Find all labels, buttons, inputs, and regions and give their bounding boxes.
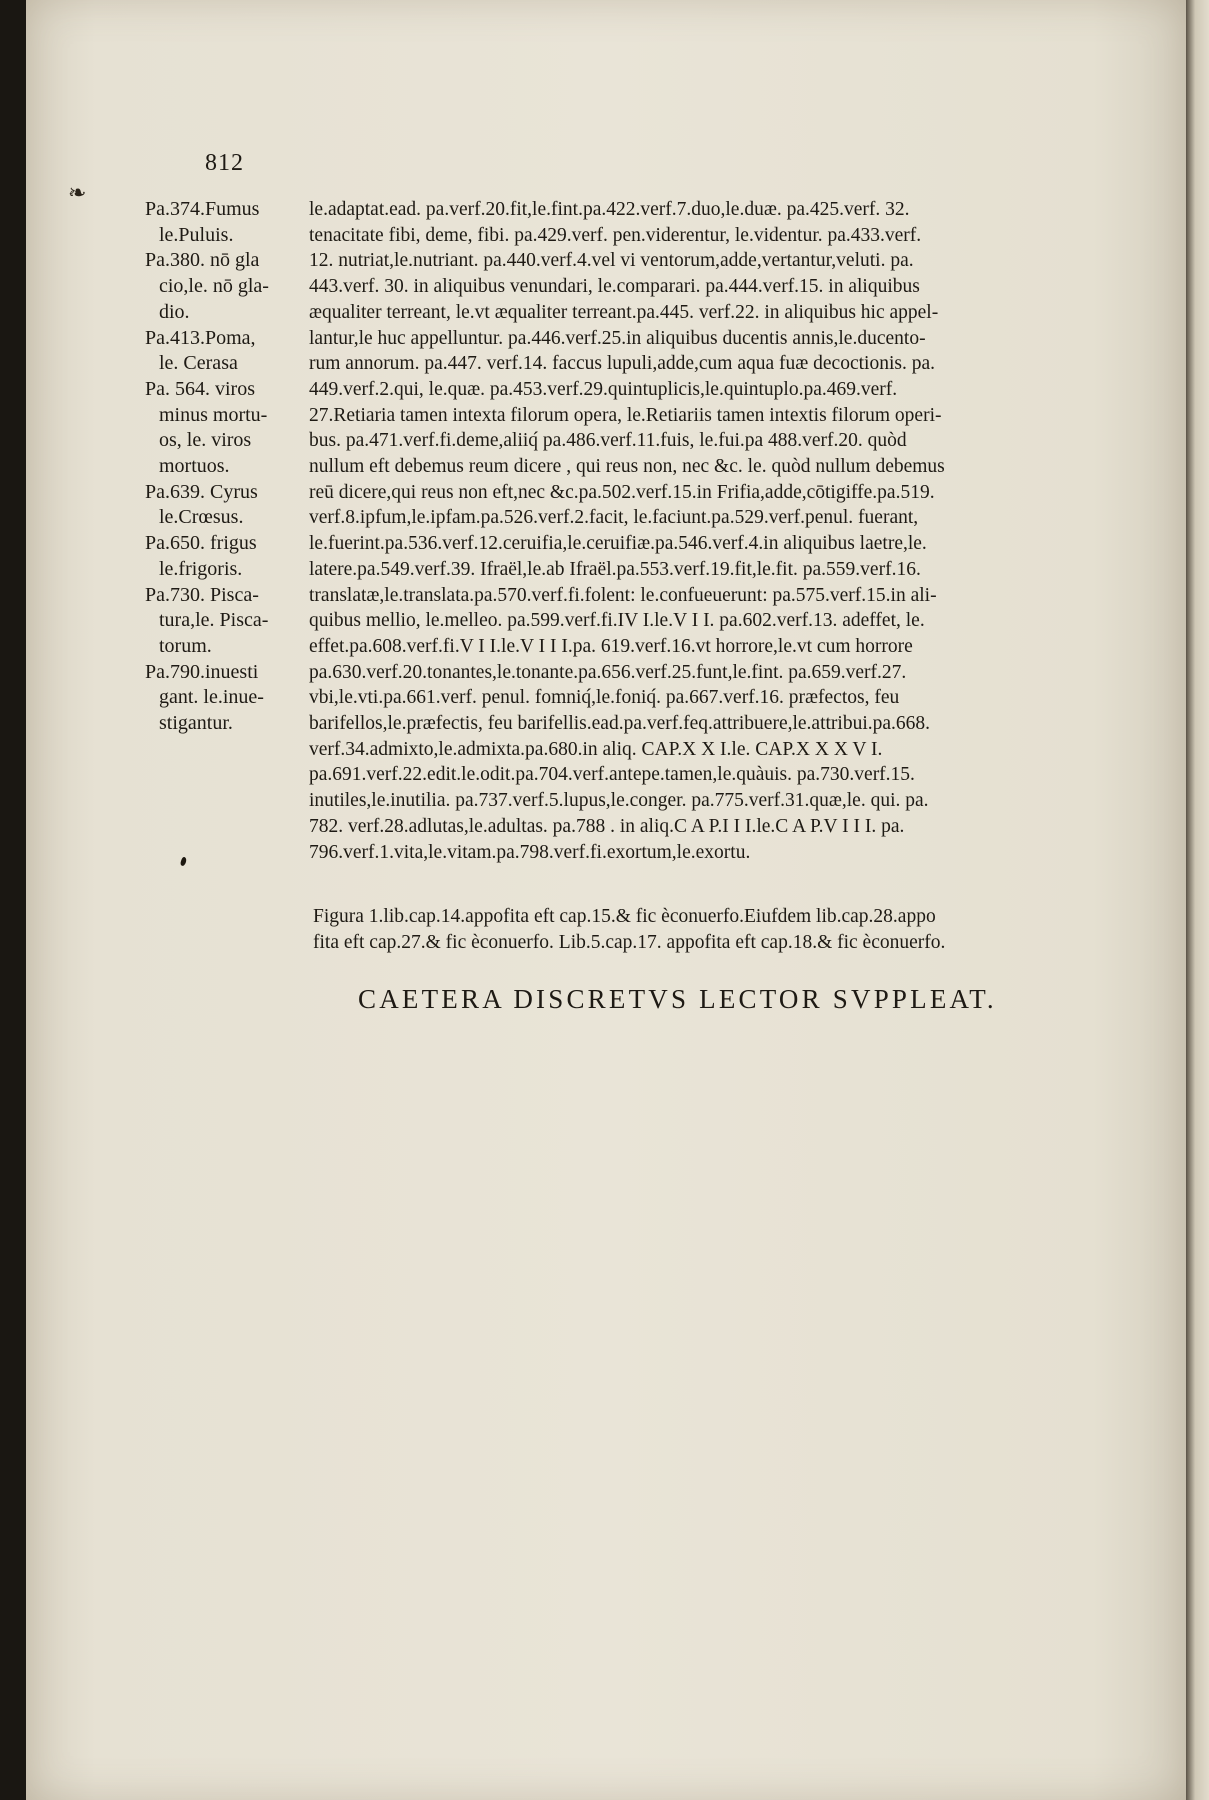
figura-line: fita eft cap.27.& fic èconuerfo. Lib.5.cap.17. appofita eft cap.18.& fic èconuerfo. — [313, 931, 946, 953]
margin-note-line: torum. — [159, 634, 212, 657]
margin-notes — [145, 197, 300, 737]
margin-note — [145, 248, 300, 325]
errata-line: le.adaptat.ead. pa.verf.20.fit,le.fint.pa.422.verf.7.duo,le.duæ. pa.425.verf. 32. — [309, 199, 910, 220]
margin-note-line: le.Puluis. — [159, 223, 234, 246]
margin-note-line: Pa.650. frigus — [145, 532, 257, 555]
errata-line: vbi,le.vti.pa.661.verf. penul. fomniq́,le.foniq́. pa.667.verf.16. præfectos, feu — [309, 687, 900, 709]
errata-line: pa.630.verf.20.tonantes,le.tonante.pa.656.verf.25.funt,le.fint. pa.659.verf.27. — [309, 661, 907, 683]
errata-line: barifellos,le.præfectis, feu barifellis.ead.pa.verf.feq.attribuere,le.attribui.pa.668. — [309, 713, 931, 735]
margin-note — [145, 326, 300, 377]
margin-note-line: Pa.413.Poma, — [145, 326, 256, 349]
margin-note-line: os, le. viros — [159, 429, 252, 452]
errata-line: latere.pa.549.verf.39. Ifraël,le.ab Ifraël.pa.553.verf.19.fit,le.fit. pa.559.verf.16. — [309, 558, 921, 580]
adjacent-page-edge — [1186, 0, 1209, 1800]
margin-note-line: minus mortu- — [159, 403, 268, 426]
margin-note-line: Pa.730. Pisca- — [145, 583, 259, 606]
margin-note — [145, 660, 300, 737]
errata-line: translatæ,le.translata.pa.570.verf.fi.folent: le.confueuerunt: pa.575.verf.15.in ali- — [309, 584, 937, 606]
errata-line: bus. pa.471.verf.fi.deme,aliiq́ pa.486.verf.11.fuis, le.fui.pa 488.verf.20. quòd — [309, 430, 907, 452]
margin-note-line: le.frigoris. — [159, 557, 243, 580]
margin-note-line: cio,le. nō gla- — [159, 275, 269, 298]
errata-line: pa.691.verf.22.edit.le.odit.pa.704.verf.antepe.tamen,le.quàuis. pa.730.verf.15. — [309, 764, 915, 786]
margin-note-line: Pa. 564. viros — [145, 377, 255, 400]
errata-line: verf.34.admixto,le.admixta.pa.680.in aliq. CAP.X X I.le. CAP.X X X V I. — [309, 738, 883, 760]
margin-note — [145, 583, 300, 660]
margin-note-line: Pa.790.inuesti — [145, 660, 259, 683]
errata-list — [309, 197, 1109, 865]
margin-note-line: le.Crœsus. — [159, 506, 244, 529]
errata-line: 449.verf.2.qui, le.quæ. pa.453.verf.29.quintuplicis,le.quintuplo.pa.469.verf. — [309, 378, 898, 400]
errata-line: 782. verf.28.adlutas,le.adultas. pa.788 . in aliq.C A P.I I I.le.C A P.V I I I. pa. — [309, 815, 905, 837]
errata-line: 12. nutriat,le.nutriant. pa.440.verf.4.vel vi ventorum,adde,vertantur,veluti. pa. — [309, 250, 914, 272]
errata-line: verf.8.ipfum,le.ipfam.pa.526.verf.2.facit, le.faciunt.pa.529.verf.penul. fuerant, — [309, 507, 919, 529]
bleed-through-text — [290, 1040, 1110, 1460]
errata-line: rum annorum. pa.447. verf.14. faccus lupuli,adde,cum aqua fuæ decoctionis. pa. — [309, 353, 935, 375]
margin-note-line: Pa.374.Fumus — [145, 198, 260, 220]
errata-line: le.fuerint.pa.536.verf.12.ceruifia,le.ceruifiæ.pa.546.verf.4.in aliquibus laetre,le. — [309, 533, 927, 555]
margin-note-line: Pa.380. nō gla — [145, 249, 260, 272]
errata-line: 796.verf.1.vita,le.vitam.pa.798.verf.fi.exortum,le.exortu. — [309, 841, 751, 863]
margin-note-line: le. Cerasa — [159, 352, 238, 375]
margin-note-line: tura,le. Pisca- — [159, 609, 269, 632]
margin-note — [145, 480, 300, 531]
errata-line: inutiles,le.inutilia. pa.737.verf.5.lupus,le.conger. pa.775.verf.31.quæ,le. qui. pa. — [309, 790, 929, 812]
margin-note-line: gant. le.inue- — [159, 686, 264, 709]
closing-line: CAETERA DISCRETVS LECTOR SVPPLEAT. — [358, 984, 997, 1014]
errata-line: 443.verf. 30. in aliquibus venundari, le.comparari. pa.444.verf.15. in aliquibus — [309, 276, 920, 298]
errata-line: quibus mellio, le.melleo. pa.599.verf.fi.IV I.le.V I I. pa.602.verf.13. adeffet, le. — [309, 610, 925, 632]
errata-line: tenacitate fibi, deme, fibi. pa.429.verf. pen.viderentur, le.videntur. pa.433.verf. — [309, 224, 922, 246]
margin-note — [145, 377, 300, 480]
errata-line: 27.Retiaria tamen intexta filorum opera, le.Retiariis tamen intextis filorum operi- — [309, 404, 942, 426]
margin-note-line: Pa.639. Cyrus — [145, 480, 258, 503]
figura-note — [313, 904, 1113, 956]
errata-line: reū dicere,qui reus non eft,nec &c.pa.502.verf.15.in Frifia,adde,cōtigiffe.pa.519. — [309, 481, 935, 503]
figura-line: Figura 1.lib.cap.14.appofita eft cap.15.& fic èconuerfo.Eiufdem lib.cap.28.appo — [313, 906, 936, 927]
errata-line: effet.pa.608.verf.fi.V I I.le.V I I I.pa. 619.verf.16.vt horrore,le.vt cum horrore — [309, 635, 913, 657]
errata-line: lantur,le huc appelluntur. pa.446.verf.25.in aliquibus ducentis annis,le.ducento- — [309, 327, 926, 349]
margin-note — [145, 197, 300, 248]
errata-line: æqualiter terreant, le.vt æqualiter terreant.pa.445. verf.22. in aliquibus hic appel- — [309, 301, 939, 323]
fleuron-icon: ❧ — [68, 180, 87, 205]
margin-note-line: dio. — [159, 300, 190, 323]
errata-line: nullum eft debemus reum dicere , qui reus non, nec &c. le. quòd nullum debemus — [309, 456, 945, 478]
margin-note-line: mortuos. — [159, 455, 230, 478]
page-number: 812 — [205, 150, 244, 176]
margin-note — [145, 531, 300, 582]
margin-note-line: stigantur. — [159, 712, 233, 735]
